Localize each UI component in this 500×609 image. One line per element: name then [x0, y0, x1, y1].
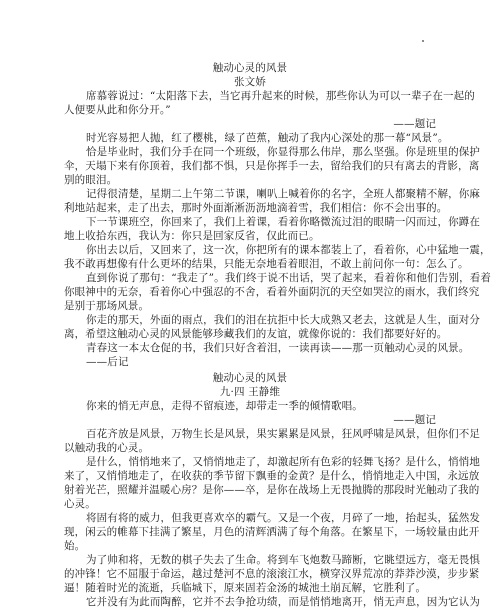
essay2-line: 的冲锋！它不屈服于命运，越过楚河不息的滚滚江水，横穿汉界荒凉的莽莽沙漠，步步紧: [64, 568, 480, 580]
essay1-postscript-mark: ——后记: [86, 356, 129, 368]
essay2-line: 现，闲云的帷幕下挂满了繁星，月色的清辉洒满了每个角落。在繁星下，一场较量由此开: [64, 526, 480, 538]
essay1-line: 席慕蓉说过：“太阳落下去，当它再升起来的时候，那些你认为可以一辈子在一起的: [86, 90, 475, 102]
essay2-line: 它并没有为此而陶醉，它并不去争抢功绩，而是悄悄地离开，悄无声息，因为它认为: [86, 596, 481, 608]
essay1-line: 时光容易把人抛，红了樱桃，绿了芭蕉，触动了我内心深处的那一幕“风景”。: [86, 132, 449, 144]
essay2-line: 以触动我的心灵。: [64, 442, 150, 454]
essay1-line: 地上收拾东西，我认为：你只是回家反省，仅此而已。: [64, 230, 320, 242]
essay2-line: 将固有将的威力，但我更喜欢卒的霸气。又是一个夜，月碎了一地，抬起头，猛然发: [86, 512, 481, 524]
essay2-line: 百花齐放是风景，万物生长是风景，果实累累是风景，狂风呼啸是风景，但你们不足: [86, 428, 481, 440]
essay1-line: 我不敢再想像有什么更坏的结果，只能无奈地看着眼泪，不敢上前问你一句：怎么了。: [64, 258, 469, 270]
essay2-line: 你来的悄无声息，走得不留痕迹，却带走一季的倾情歌唱。: [86, 400, 363, 412]
essay1-line: 你出去以后，又回来了，这一次，你把所有的课本都装上了，看着你，心中猛地一震，: [86, 244, 491, 256]
essay1-line: 恰是毕业时，我们分手在同一个班级，你显得那么伟岸，那么坚强。你是班里的保护: [86, 146, 481, 158]
essay2-line: 逼！随着时光的流逝，兵临城下，原来固若金汤的城池土崩瓦解，它胜利了。: [64, 582, 427, 594]
essay2-line: 始。: [64, 540, 86, 552]
essay1-line: 伞，天塌下来有你顶着，我们都不惧，只是你挥手一去，留给我们的只有离去的背影，离: [64, 160, 480, 172]
essay2-epigraph-mark: ——题记: [393, 414, 436, 426]
essay2-line: 为了帅和将，无数的棋子失去了生命。将到车飞炮数马蹄断，它眺望远方，毫无畏惧: [86, 554, 481, 566]
essay1-line: 利地站起来，走了出去，那时外面渐淅沥沥地滴着雪，我们相信：你不会出事的。: [64, 202, 448, 214]
essay2-author: 九·四 王静维: [219, 386, 281, 398]
essay1-epigraph-mark: ——题记: [393, 118, 436, 130]
essay1-line: 离，希望这触动心灵的风景能够珍藏我们的友谊，就像你说的：我们都要好好的。: [64, 328, 448, 340]
essay1-line: 你眼神中的无奈，看着你心中强忍的不舍，看着外面阴沉的天空如哭泣的雨水，我们终究: [64, 286, 480, 298]
essay1-line: 下一节课班空，你回来了，我们上着课，看着你略微流过泪的眼睛一闪而过，你蹲在: [86, 216, 481, 228]
essay1-line: 别的眼泪。: [64, 174, 118, 186]
essay2-line: 来了，又悄悄地走了，在收获的季节留下飘垂的金黄？是什么，悄悄地走入中国，永远放: [64, 470, 480, 482]
essay1-line: 记得很清楚，星期二上午第二节课，喇叭上喊着你的名字，全班人都聚精不解，你麻: [86, 188, 481, 200]
essay1-line: 直到你说了那句：“我走了”。我们终于说不出话，哭了起来，看着你和他们告别，看着: [86, 272, 492, 284]
essay2-line: 射着光芒，照耀并温暖心房？是你——卒，是你在战场上无畏抛腾的那段时光触动了我的: [64, 484, 480, 496]
essay2-line: 心灵。: [64, 498, 96, 510]
essay1-author: 张文娇: [234, 76, 266, 88]
essay1-line: 青春这一本太仓促的书，我们只好含着泪，一读再读——那一页触动心灵的风景。: [86, 342, 470, 354]
essay2-line: 是什么，悄悄地来了，又悄悄地走了，却激起所有色彩的轻舞飞扬？是什么，悄悄地: [86, 456, 481, 468]
essay1-line: 是别于那场风景。: [64, 300, 150, 312]
essay1-line: 你走的那天，外面的雨点，我们的泪在抗拒中长大成熟又老去，这就是人生，面对分: [86, 314, 481, 326]
essay1-line: 人便要从此和你分开。”: [64, 104, 171, 116]
essay1-title: 触动心灵的风景: [212, 62, 288, 74]
essay2-title: 触动心灵的风景: [212, 372, 288, 384]
corner-mark: [422, 40, 424, 42]
